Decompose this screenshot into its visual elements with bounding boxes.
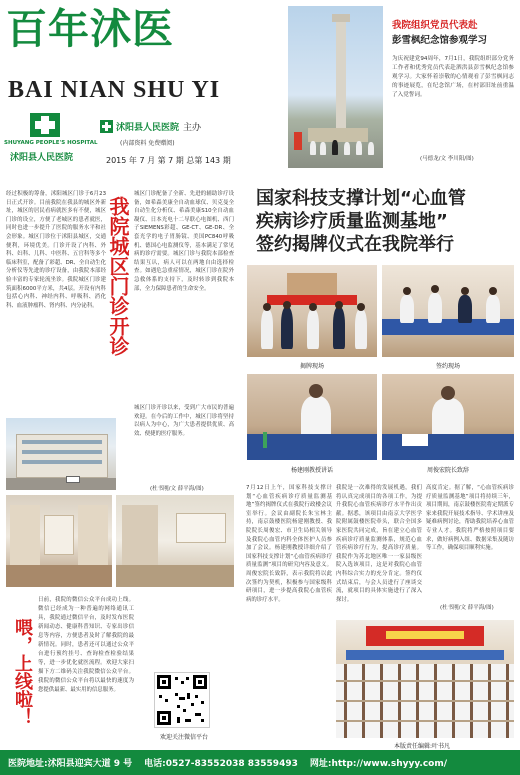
main-story-body-3: 高度肯定。据了解，“心血管疾病诊疗质量监测基地”项目将持续三年，项目期间，南京鼓楼医院将定期派专家来我院开展技术指导、学术讲座及疑难病例讨论，帮助我院培养心血管专业人才。我院将严格按照项目要求，做好病例入组、数据采集及随访等工作，确保项目顺利实施。 [426,485,514,552]
left-story-byline: (杜书刚/文 薛平海/图) [150,486,204,492]
top-story-body: 为庆祝建党94周年，7月1日，我院组织部分党务工作者和优秀党员代表赴泗洪县彭雪枫纪念馆参观学习。大家怀着崇敬的心情观看了彭雪枫同志的事迹展览，在纪念馆广场，在村部旧址前重温了入党誓词。 [392,56,514,98]
caption-unveiling: 揭牌现场 [299,363,324,370]
host-hospital: 沭阳县人民医院 [116,123,180,133]
host-line [100,120,201,133]
caption-yang: 杨建刚教授讲话 [290,467,333,474]
meeting-photo [336,620,514,738]
footer-phone: 电话:0527-83552038 83559493 [144,759,298,769]
notice-body: 日前，我院的微信公众平台成功上线。微信已经成为一种普遍的网络通讯工具，我院通过微信平台，及时发布医院新闻动态、健康科普知识、专家出诊信息等内容，方便患者及时了解我院的最新情况。同时，患者还可以通过公众平台进行预约挂号、查询检查检验结果等，进一步优化就医流程。欢迎大家扫描下方二维码关注我院微信公众平台。我院的微信公众平台将以最快的速度为您提供最新、最实用的信息服务。 [38,597,134,693]
page-editor: 本版责任编辑:叶书凡 [394,743,451,750]
masthead-pinyin: BAI NIAN SHU YI [8,77,221,103]
logo-en: SHUYANG PEOPLE'S HOSPITAL [4,140,98,146]
notice-title: 喂，上线啦！ [12,618,33,726]
top-headline-2: 彭雪枫纪念馆参观学习 [392,35,488,46]
lobby-photo [116,495,234,587]
caption-zhou: 周俊宏院长致辞 [426,467,469,474]
corridor-photo [6,495,112,587]
speech-photo-zhou [382,374,514,460]
memorial-photo [288,6,383,168]
footer-web[interactable]: 网址:http://www.shyyy.com/ [309,759,448,769]
footer-address: 医院地址:沭阳县迎宾大道 9 号 [8,759,133,769]
building-photo [6,418,116,490]
footer-bar [0,750,520,775]
masthead-title: 百年沭医 [6,5,174,53]
logo-cn: 沭阳县人民医院 [10,153,74,163]
internal-note: (内部资料 免费赠阅) [120,140,175,147]
speech-photo-yang [247,374,377,460]
left-story-body-3: 城区门诊开诊以来，受到广大市民的普遍欢迎。在今后的工作中，城区门诊将坚持以病人为中心，为广大患者提供优质、高效、便捷的医疗服务。 [134,405,234,437]
left-story-body-2: 城区门诊配备了全新、先进的辅助诊疗设备，如希森美康全自动血球仪、贝克曼全自动生化分析仪、希森美康S10全自动血凝仪、日本光电十二导联心电图机、西门子SIEMENS彩超、GE-CT、GE-DR、全套光学的电子胃肠镜、美国PC840呼吸机、德国心电监测仪等，基本满足了常见病的诊疗需要。城区门诊与我院本部检查结果互认，病人可以在两地自由选择检查。如遇危急重症情况，城区门诊在院外急救体系的支持下，及时转诊到我院本部，全力保障患者的生命安全。 [134,191,234,292]
top-headline-1: 我院组织党员代表赴 [392,20,478,31]
hospital-icon [100,120,113,133]
signing-photo [382,265,514,357]
unveiling-photo [247,265,377,357]
qr-code[interactable] [154,672,210,728]
top-story-byline: (马德龙/文 李川阳/图) [420,156,474,162]
main-headline-2: 疾病诊疗质量监测基地” [256,211,448,232]
main-headline-1: 国家科技支撑计划“心血管 [256,188,466,209]
qr-caption: 欢迎关注微信平台 [159,734,208,741]
main-story-body-1: 7月12日上午，国家科技支撑计划“心血管疾病诊疗质量监测基地”签约揭牌仪式在我院行政楼会议室举行。会议由副院长朱宝林主持，南京鼓楼医院杨建刚教授、我院院长周俊宏、市卫生局相关领导及我院心血管内科全体医护人员参加了会议。杨建刚教授详细介绍了国家科技支撑计划“心血管疾病诊疗质量监测”项目的研究内容及意义。周俊宏院长致辞，表示我院将以此次签约为契机，积极参与国家级科研项目，进一步提高我院心血管疾病的诊疗水平。 [246,485,332,603]
issue-line: 2015 年 7 月 第 7 期 总第 143 期 [106,156,231,165]
caption-signing: 签约现场 [435,363,460,370]
host-suffix: 主办 [183,123,202,133]
left-story-body-1: 经过积极的筹备，沭阳城区门诊于6月23日正式开诊。目前我院在我县的城区外新址，城区的居民看病就医多有不便，城区门诊的设立，方便了老城区的患者就医，同时也进一步提升了医院的服务水平和社会形象。城区门诊位于沭阳县城区，交通便利，环境优美。门诊开设了内科、外科、妇科、儿科、中医科、五官科等多个临床科室，配备了彩超、DR、全自动生化分析仪等先进的诊疗设备，由我院本部经验丰富的专家轮流坐诊。我院城区门诊建筑面积6000平方米，共4层。开设有内科包括心内科、神经内科、呼吸科、消化科、血液肿瘤科、肾内科、内分泌科。 [6,191,106,309]
main-story-body-2: 我院是一次难得的发展机遇，我们将认真完成项目的各项工作，为提升我院心血管疾病诊疗水平作出贡献。据悉，该项目由南京大学医学院附属鼓楼医院牵头，联合全国多家医院共同完成，旨在建立心血管疾病诊疗质量监测体系，规范心血管疾病诊疗行为，提高诊疗质量。我院作为苏北地区唯一一家县级医院入选该项目，这是对我院心血管内科综合实力的充分肯定。签约仪式结束后，与会人员进行了座谈交流，就项目的具体实施进行了深入探讨。 [336,485,422,603]
main-headline-3: 签约揭牌仪式在我院举行 [256,234,454,255]
left-story-headline: 我院城区门诊开诊 [106,196,130,356]
main-story-byline: (杜书刚/文 薛平海/图) [440,605,494,611]
